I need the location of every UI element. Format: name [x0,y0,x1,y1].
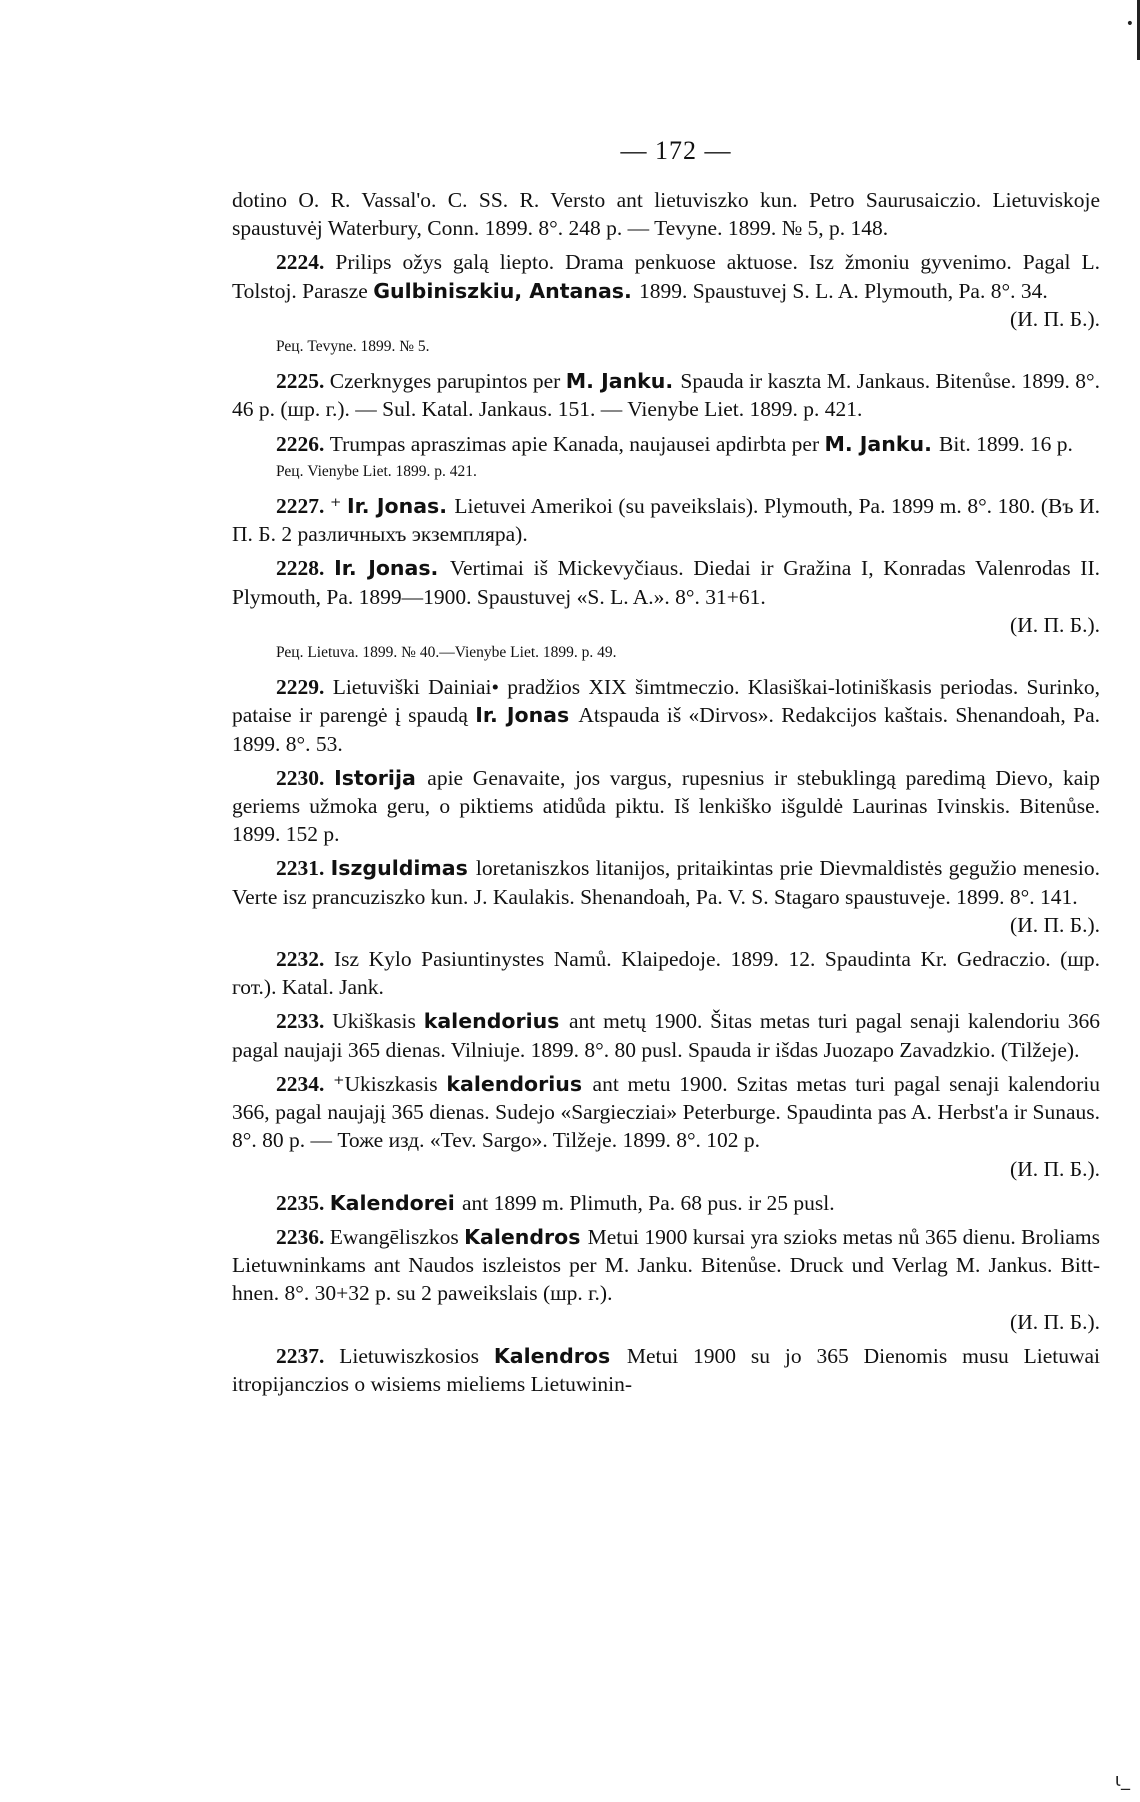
entry-number: 2237. [276,1343,340,1368]
entry-highlight: M. Janku. [824,431,940,456]
entry-text: Ukiškasis [332,1009,424,1034]
entry-number: 2230. [276,765,335,790]
entry-number: 2233. [276,1009,333,1034]
bibliography-entry [232,492,1100,548]
entry-text: Isz Kylo Pasiuntinystes Namů. Klaipedoje. 1899. 12. Spaudinta Kr. Gedraczio. (шр. гот.). Katal. Jank. [232,947,1101,1000]
entry-highlight: Kalendros [493,1343,627,1368]
entry-reference: (И. П. Б.). [1010,306,1100,331]
entry-highlight: M. Janku. [565,369,681,394]
entry-highlight: Ir. Jonas. [334,556,450,581]
intro-text: dotino O. R. Vassal'o. C. SS. R. Versto ant lietuviszko kun. Petro Saurusaiczio. Lietuviskoje spaustuvėj Waterbury, Conn. 1899. 8°. 248 p. — Tevyne. 1899. № 5, p. 148. [232,188,1100,241]
corner-mark: • [1125,16,1134,32]
entry-highlight: Istorija [334,765,428,790]
entry-highlight: Ir. Jonas. [346,494,455,519]
bibliography-entry [232,367,1100,423]
entry-review-note: Рец. Vienybe Liet. 1899. p. 421. [276,462,477,480]
entry-text: Atspauda iš «Dirvos». Redakcijos kaštais. Shenandoah, Pa. 1899. 8°. 53. [232,703,1101,756]
bibliography-entry [232,430,1100,486]
bottom-corner-mark: ι_ [1114,1770,1130,1791]
bibliography-entry [232,854,1100,939]
entry-text: ant metų 1900. Šitas metas turi pagal senaji kalendoriu 366 pagal naujaji 365 dienas. Vilniuje. 1899. 8°. 80 pusl. Spauda ir išdas Juozapo Zavadzkio. (Tilžeje). [232,1009,1100,1062]
intro-entry [232,186,1100,242]
entry-text: ant 1899 m. Plimuth, Pa. 68 pus. ir 25 pusl. [461,1190,835,1215]
entry-reference: (И. П. Б.). [1010,612,1100,637]
page-body [232,136,1100,1404]
entry-text: 1899. Spaustuvej S. L. A. Plymouth, Pa. 8°. 34. [638,278,1048,303]
entry-text: Prilips ožys galą liepto. Drama penkuose aktuose. Isz žmoniu gyvenimo. Pagal L. Tolstoj. Parasze [232,250,1101,303]
entry-highlight: kalendorius [423,1009,569,1034]
bibliography-entry [232,554,1100,667]
entry-text: Bit. 1899. 16 p. [939,431,1073,456]
entry-text: apie Genavaite, jos vargus, rupesnius ir stebuklingą paredimą Dievo, kaip geriems užmoka geru, o piktiems atidůda piktu. Iš lenkiško išguldė Laurinas Ivinskis. Bitenůse. 1899. 152 p. [232,765,1100,847]
entry-review-note: Рец. Tevyne. 1899. № 5. [276,338,430,356]
entry-number: 2232. [276,947,334,972]
bibliography-entry [232,1070,1100,1183]
entries-list [232,248,1100,1398]
entry-highlight: Kalendros [464,1224,588,1249]
entry-reference: (И. П. Б.). [1010,1309,1100,1334]
entry-text: Trumpas apraszimas apie Kanada, naujausei apdirbta per [329,431,825,456]
entry-number: 2235. [276,1190,330,1215]
entry-text: loretaniszkos litanijos, pritaikintas prie Dievmaldistės gegužio menesio. Verte isz prancuziszko kun. J. Kaulakis. Shenandoah, Pa. V. S. Stagaro spaustuveje. 1899. 8°. 141. [232,856,1100,909]
entry-number: 2228. [276,556,335,581]
bibliography-entry [232,764,1100,849]
entry-text: Spauda ir kaszta M. Jankaus. Bitenůse. 1899. 8°. 46 p. (шр. г.). — Sul. Katal. Jankaus. 151. — Vienybe Liet. 1899. p. 421. [232,369,1101,422]
bibliography-entry [232,1007,1100,1063]
entry-highlight: Kalendorei [329,1190,462,1215]
entry-reference: (И. П. Б.). [1010,912,1100,937]
entry-text: ⁺Ukiszkasis [333,1071,447,1096]
bibliography-entry [232,1342,1100,1398]
entry-text: Lietuviški Dainiai• pradžios XIX šimtmeczio. Klasiškai-lotiniškasis periodas. Surinko, pataise ir parengė į spaudą [232,675,1100,728]
entry-review-note: Рец. Lietuva. 1899. № 40.—Vienybe Liet. 1899. p. 49. [276,644,617,662]
entry-text: ant metu 1900. Szitas metas turi pagal senaji kalendoriu 366, pagal naujajį 365 dienas. Sudejo «Sargiecziai» Peterburge. Spaudinta pas A. Herbst'a ir Sunaus. 8°. 80 p. — Тоже изд. «Tev. Sargo». Tilžeje. 1899. 8°. 102 p. [232,1071,1100,1153]
entry-highlight: Iszguldimas [330,856,476,881]
entry-number: 2225. [276,369,330,394]
entry-number: 2236. [276,1224,330,1249]
entry-number: 2224. [276,250,336,275]
entry-text: Ewangēliszkos [329,1224,465,1249]
entry-text: Vertimai iš Mickevyčiaus. Diedai ir Gražina I, Konradas Valenrodas II. Plymouth, Pa. 1899—1900. Spaustuvej «S. L. A.». 8°. 31+61. [232,556,1100,609]
entry-number: 2229. [276,675,333,700]
entry-text: ⁺ [329,494,347,519]
entry-reference: (И. П. Б.). [1010,1156,1100,1181]
entry-highlight: Ir. Jonas [475,703,579,728]
entry-highlight: Gulbiniszkiu, Antanas. [373,278,639,303]
bibliography-entry [232,248,1100,361]
bibliography-entry [232,673,1100,758]
entry-number: 2234. [276,1071,334,1096]
bibliography-entry [232,1189,1100,1217]
bibliography-entry [232,945,1100,1001]
entry-number: 2226. [276,431,330,456]
entry-text: Lietuvei Amerikoi (su paveikslais). Plymouth, Pa. 1899 m. 8°. 180. (Въ И. П. Б. 2 различныхъ экземпляра). [232,494,1100,547]
entry-text: Lietuwiszkosios [339,1343,494,1368]
page-number: — 172 — [620,136,732,165]
entry-number: 2227. [276,494,330,519]
entry-text: Czerknyges parupintos per [329,369,566,394]
entry-text: Metui 1900 kursai yra szioks metas nů 365 dienu. Broliams Lietuwninkams ant Naudos iszleistos per M. Janku. Bitenůse. Druck und Verlag M. Jankus. Bitt-hnen. 8°. 30+32 p. su 2 paweikslais (шр. г.). [232,1224,1101,1306]
bibliography-entry [232,1223,1100,1336]
entry-number: 2231. [276,856,331,881]
entry-highlight: kalendorius [446,1071,593,1096]
entry-text: Metui 1900 su jo 365 Dienomis musu Lietuwai itropijanczios o wisiems mieliems Lietuwinin- [232,1343,1101,1396]
